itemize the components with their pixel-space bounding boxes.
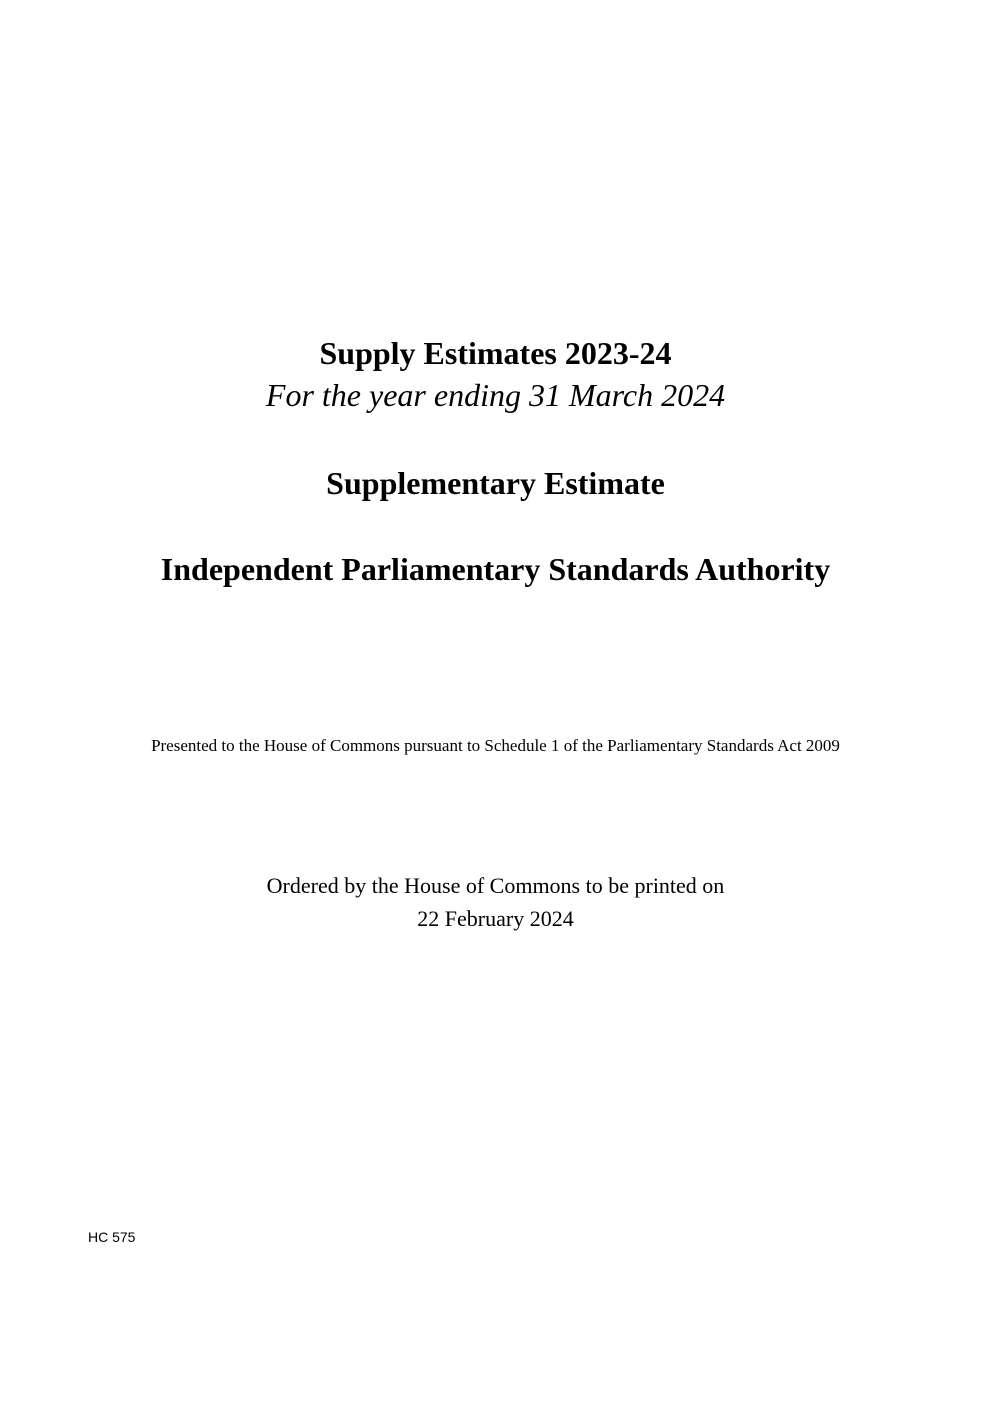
- ordered-date: 22 February 2024: [417, 906, 574, 931]
- body-name-heading: Independent Parliamentary Standards Authority: [160, 551, 831, 587]
- ordered-statement: Ordered by the House of Commons to be printed on: [266, 873, 725, 898]
- presented-statement: Presented to the House of Commons pursuant to Schedule 1 of the Parliamentary Standards Act 2009: [151, 736, 840, 755]
- document-subtitle: For the year ending 31 March 2024: [265, 377, 726, 413]
- hc-number: HC 575: [88, 1229, 136, 1245]
- document-title: Supply Estimates 2023-24: [319, 335, 672, 371]
- estimate-type-heading: Supplementary Estimate: [326, 465, 665, 501]
